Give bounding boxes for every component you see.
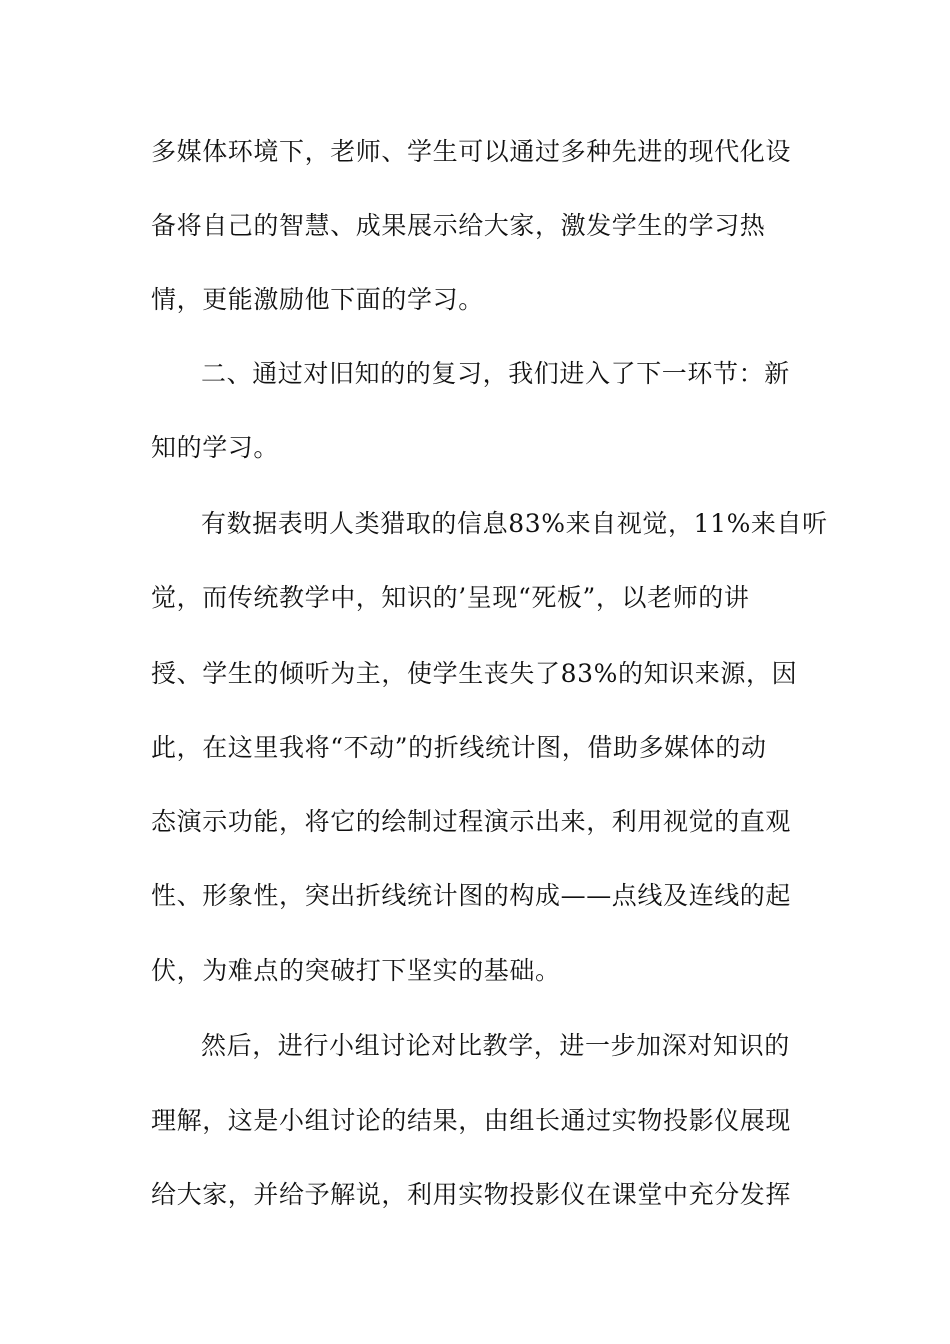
text-line: 知的学习。: [151, 433, 280, 462]
text-line: 多媒体环境下，老师、学生可以通过多种先进的现代化设: [151, 137, 792, 166]
text-line: 性、形象性，突出折线统计图的构成——点线及连线的起: [151, 881, 792, 910]
text-line: 伏，为难点的突破打下坚实的基础。: [151, 956, 561, 985]
paragraph-start-line: 然后，进行小组讨论对比教学，进一步加深对知识的: [201, 1031, 790, 1060]
paragraph-start-line: 二、通过对旧知的的复习，我们进入了下一环节：新: [201, 359, 790, 388]
text-line: 备将自己的智慧、成果展示给大家，激发学生的学习热: [151, 211, 766, 240]
text-line: 此，在这里我将“不动”的折线统计图，借助多媒体的动: [151, 733, 767, 762]
text-line: 给大家，并给予解说，利用实物投影仪在课堂中充分发挥: [151, 1180, 792, 1209]
text-line: 觉，而传统教学中，知识的’呈现“死板”，以老师的讲: [151, 583, 750, 612]
text-line: 情，更能激励他下面的学习。: [151, 285, 484, 314]
text-line: 授、学生的倾听为主，使学生丧失了83%的知识来源，因: [151, 659, 798, 688]
paragraph-start-line: 有数据表明人类猎取的信息83%来自视觉，11%来自听: [201, 509, 828, 538]
text-line: 态演示功能，将它的绘制过程演示出来，利用视觉的直观: [151, 807, 792, 836]
text-line: 理解，这是小组讨论的结果，由组长通过实物投影仪展现: [151, 1106, 792, 1135]
